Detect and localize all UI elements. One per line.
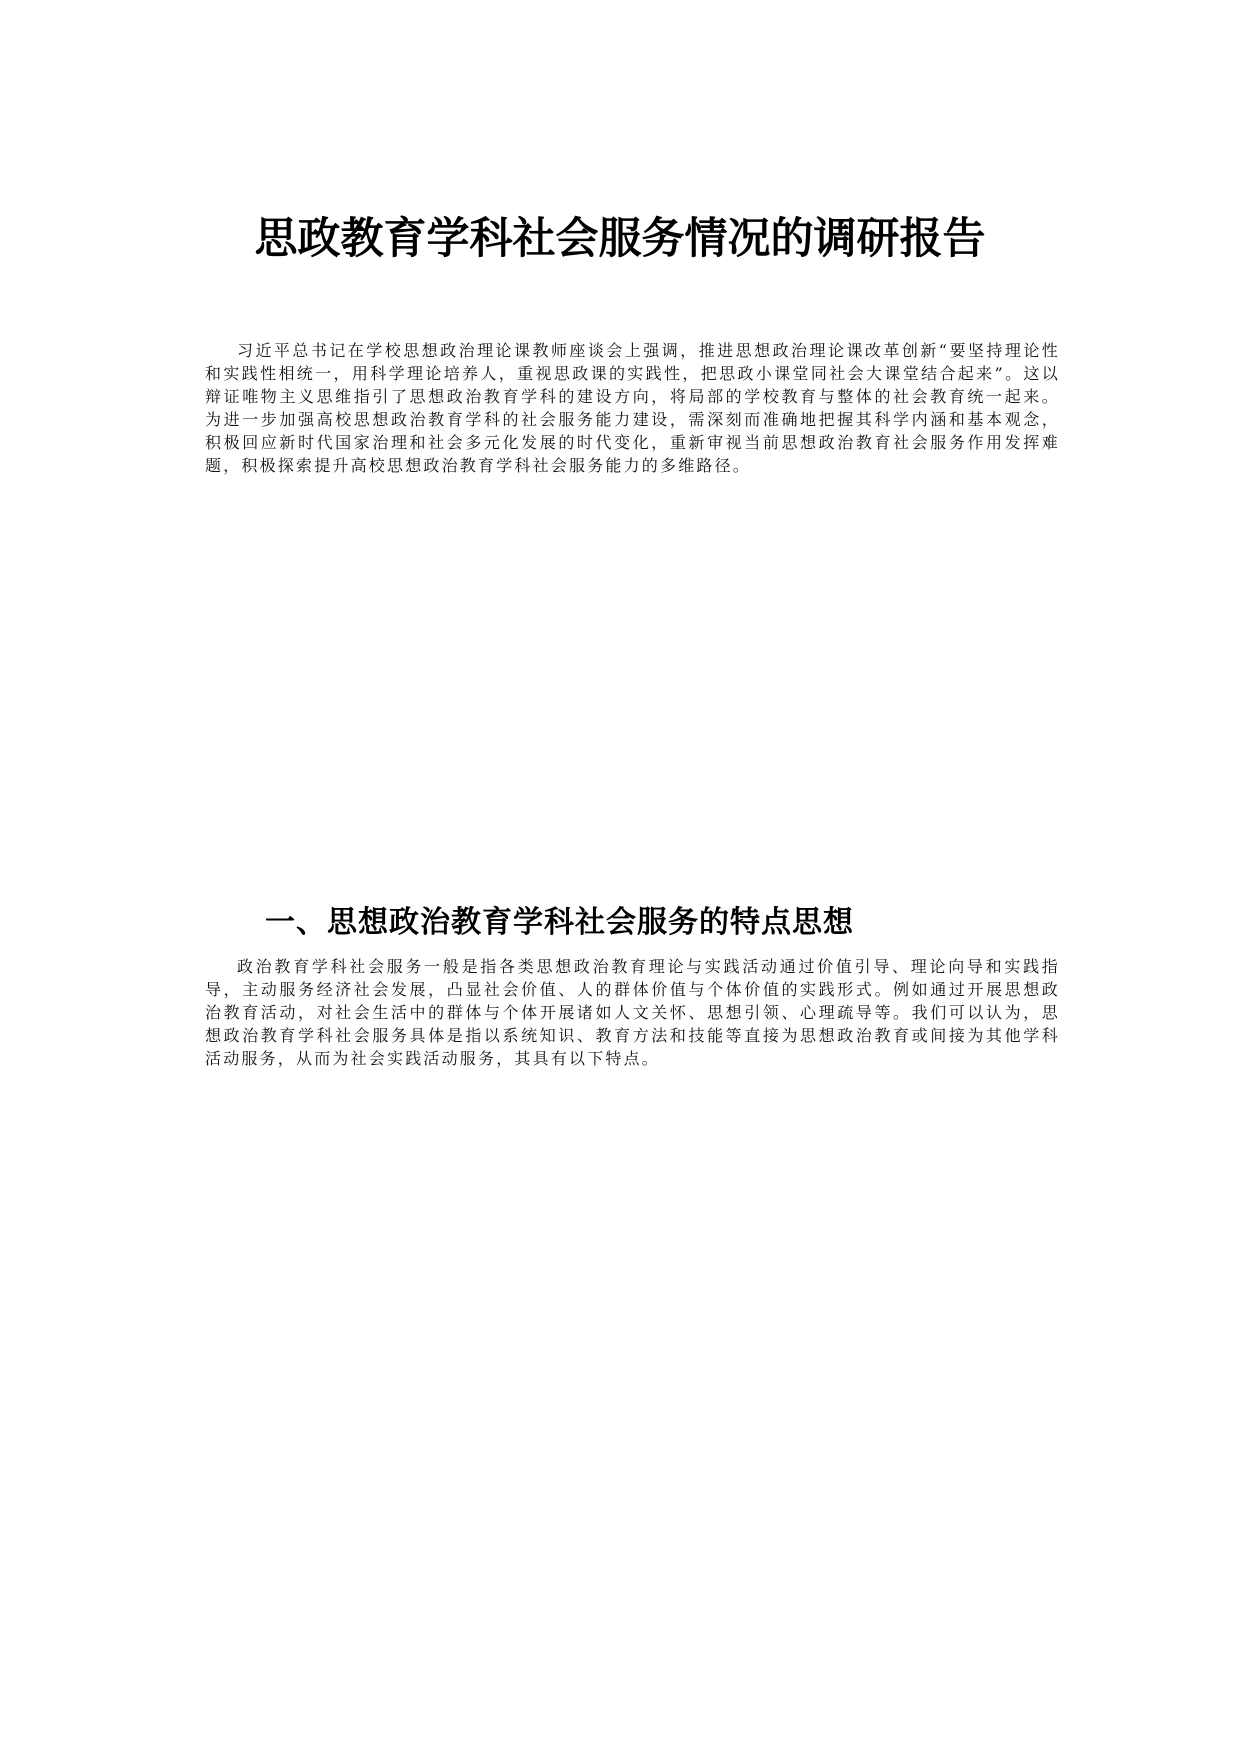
section-paragraph: 政治教育学科社会服务一般是指各类思想政治教育理论与实践活动通过价值引导、理论向导和实践指导，主动服务经济社会发展，凸显社会价值、人的群体价值与个体价值的实践形式。例如通过开展思想政治教育活动，对社会生活中的群体与个体开展诸如人文关怀、思想引领、心理疏导等。我们可以认为，思想政治教育学科社会服务具体是指以系统知识、教育方法和技能等直接为思想政治教育或间接为其他学科活动服务，从而为社会实践活动服务，其具有以下特点。 bbox=[205, 957, 1060, 1068]
section-heading: 一、思想政治教育学科社会服务的特点思想 bbox=[265, 905, 854, 940]
intro-paragraph: 习近平总书记在学校思想政治理论课教师座谈会上强调，推进思想政治理论课改革创新“要坚持理论性和实践性相统一，用科学理论培养人，重视思政课的实践性，把思政小课堂同社会大课堂结合起来”。这以辩证唯物主义思维指引了思想政治教育学科的建设方向，将局部的学校教育与整体的社会教育统一起来。为进一步加强高校思想政治教育学科的社会服务能力建设，需深刻而准确地把握其科学内涵和基本观念，积极回应新时代国家治理和社会多元化发展的时代变化，重新审视当前思想政治教育社会服务作用发挥难题，积极探索提升高校思想政治教育学科社会服务能力的多维路径。 bbox=[205, 341, 1060, 475]
document-title: 思政教育学科社会服务情况的调研报告 bbox=[254, 214, 986, 264]
